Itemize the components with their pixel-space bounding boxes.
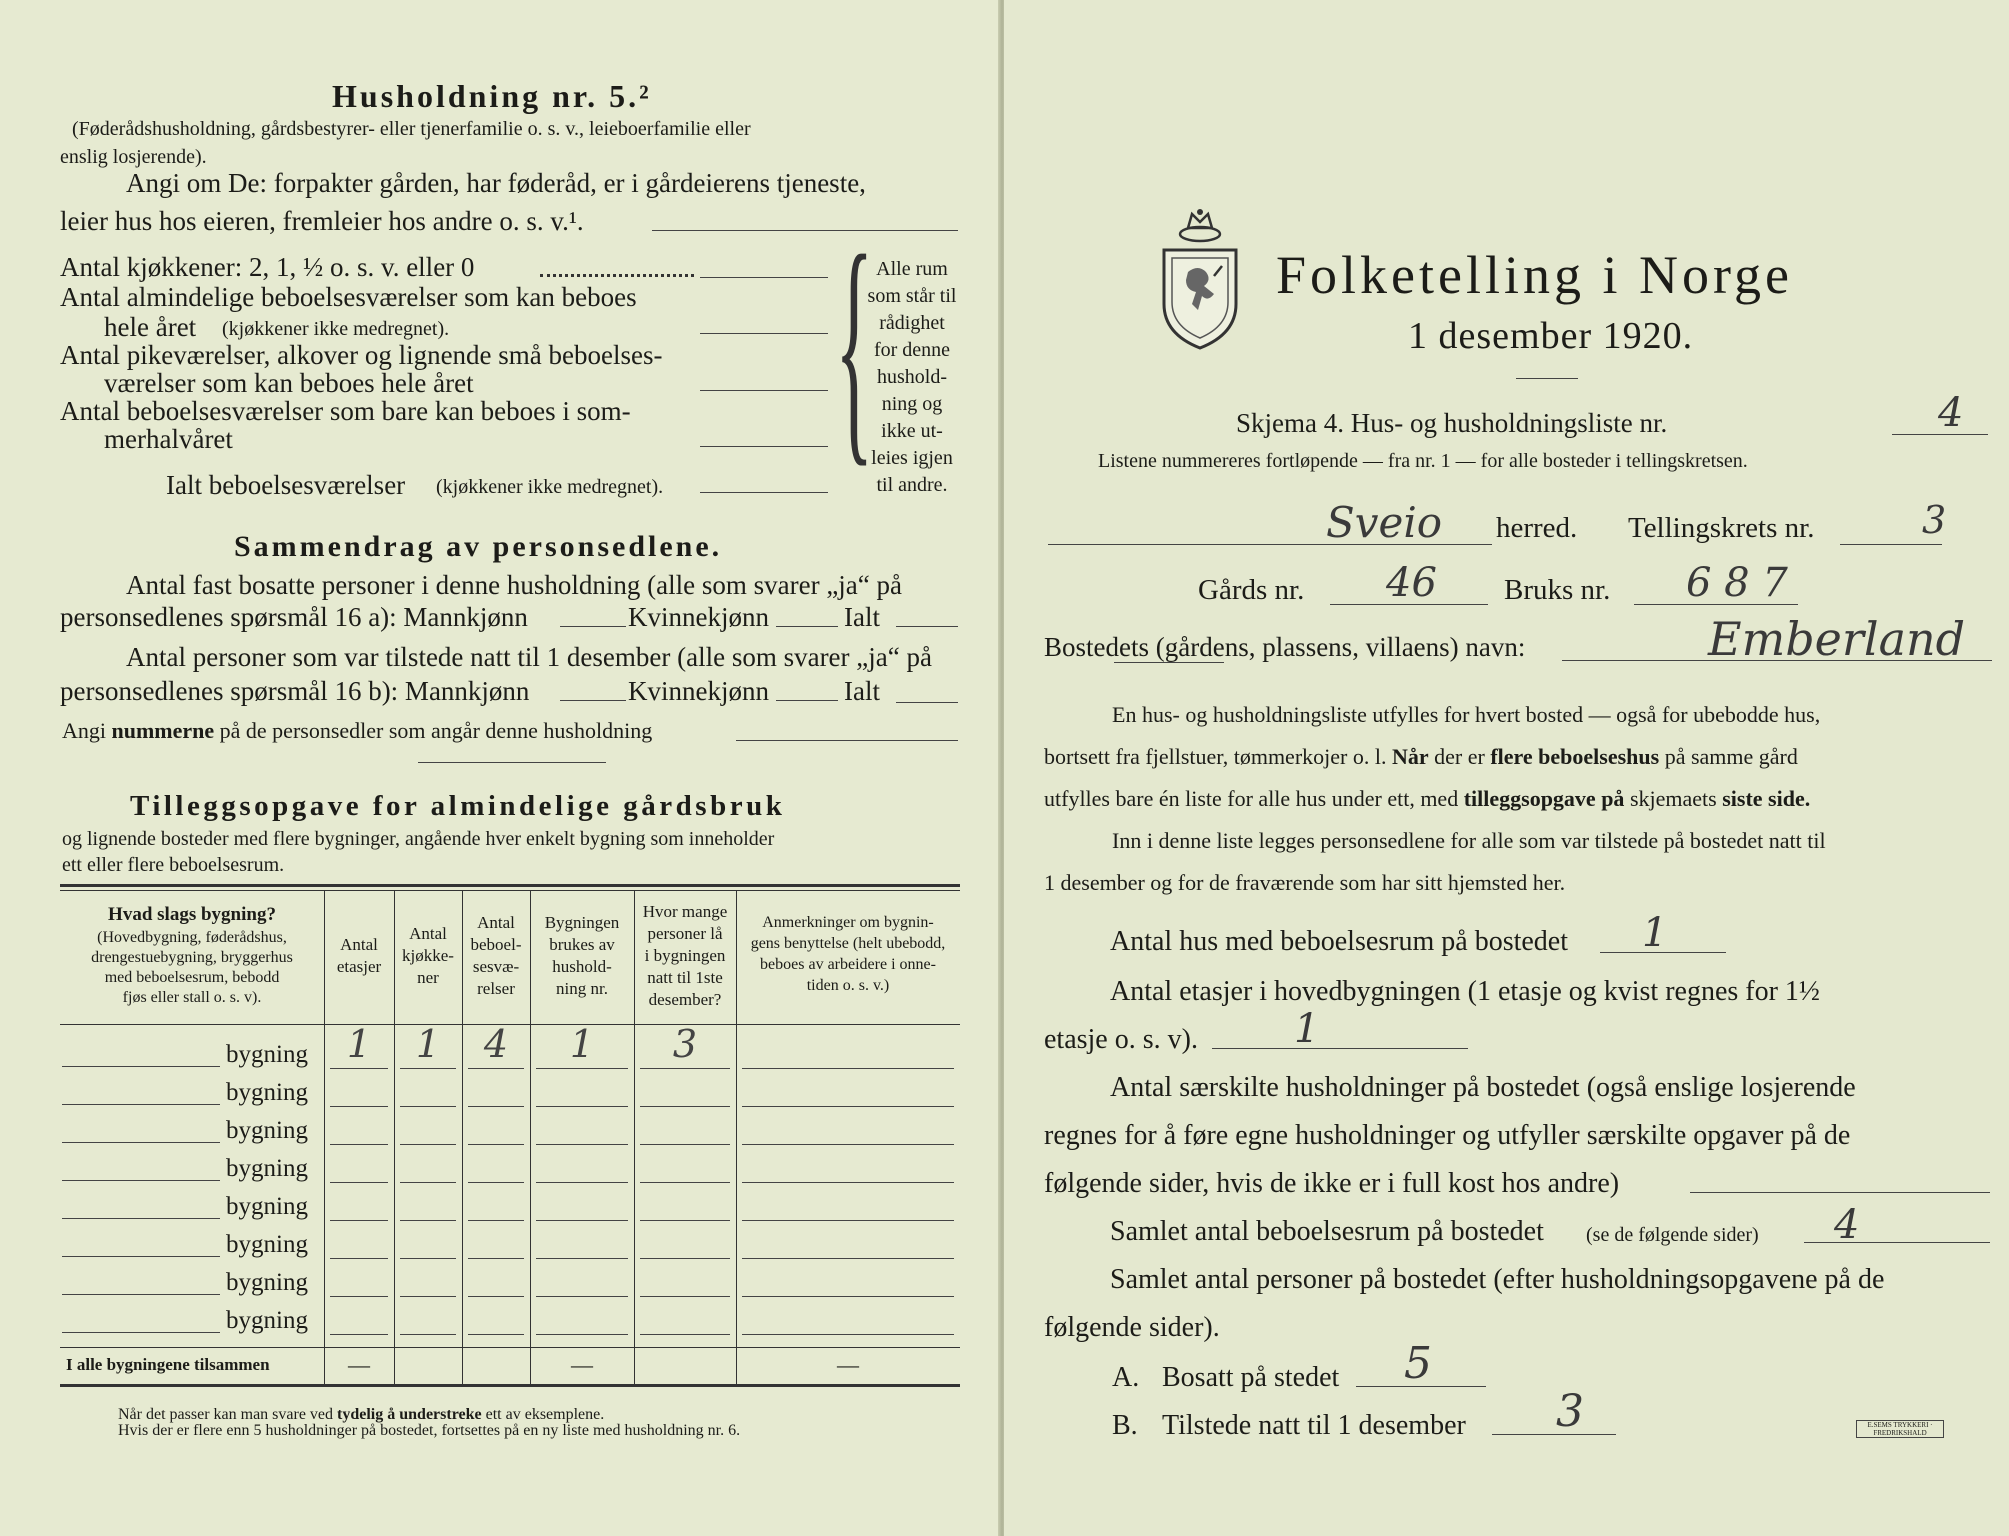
building-cell[interactable] bbox=[330, 1220, 388, 1221]
info-2b: Når bbox=[1391, 744, 1429, 769]
column-header-line: kjøkke- bbox=[402, 946, 454, 965]
column-header-line: relser bbox=[477, 979, 515, 998]
side-note-line: ning og bbox=[881, 393, 943, 415]
building-cell[interactable] bbox=[640, 1296, 730, 1297]
building-cell[interactable] bbox=[468, 1144, 524, 1145]
extra-title: Tilleggsopgave for almindelige gårdsbruk bbox=[130, 790, 786, 822]
footnote-1a: Når det passer kan man svare ved bbox=[118, 1406, 334, 1423]
b-text: Tilstede natt til 1 desember bbox=[1162, 1410, 1466, 1441]
building-cell[interactable] bbox=[330, 1144, 388, 1145]
total-row-label: I alle bygningene tilsammen bbox=[66, 1355, 270, 1374]
building-cell[interactable] bbox=[468, 1106, 524, 1107]
column-header bbox=[326, 934, 392, 978]
building-cell[interactable] bbox=[742, 1334, 954, 1335]
a-value[interactable]: 5 bbox=[1404, 1338, 1432, 1389]
summary-fast-1: Antal fast bosatte personer i denne husholdning (alle som svarer „ja“ på bbox=[126, 570, 902, 600]
building-row-1-value[interactable]: 1 bbox=[346, 1022, 372, 1066]
side-note bbox=[852, 256, 972, 499]
household-note-2: enslig losjerende). bbox=[60, 146, 207, 168]
building-row-label: bygning bbox=[226, 1193, 308, 1220]
building-cell[interactable] bbox=[742, 1106, 954, 1107]
rooms-question-2: hele året bbox=[104, 312, 197, 342]
summary-title: Sammendrag av personsedlene. bbox=[234, 530, 723, 563]
building-cell[interactable] bbox=[330, 1068, 388, 1069]
sep-question-3: følgende sider, hvis de ikke er i full kost hos andre) bbox=[1044, 1168, 1620, 1199]
summer-rooms-question-2: merhalvåret bbox=[104, 424, 233, 454]
printer-stamp: E.SEMS TRYKKERI · FREDRIKSHALD bbox=[1856, 1420, 1944, 1438]
column-header-line: ner bbox=[417, 968, 439, 987]
building-cell[interactable] bbox=[330, 1182, 388, 1183]
building-row-label: bygning bbox=[226, 1117, 308, 1144]
side-note-line: ikke ut- bbox=[881, 420, 943, 442]
kitchens-answer-line[interactable] bbox=[700, 277, 828, 278]
col0-head-bold: Hvad slags bygning? bbox=[108, 904, 276, 925]
building-cell[interactable] bbox=[400, 1068, 456, 1069]
building-cell[interactable] bbox=[468, 1068, 524, 1069]
extra-sub-2: ett eller flere beboelsesrum. bbox=[62, 854, 285, 876]
column-header-line: Bygningen bbox=[544, 913, 620, 932]
column-header bbox=[636, 901, 734, 1011]
side-note-line: til andre. bbox=[876, 474, 948, 496]
listene-note: Listene nummereres fortløpende — fra nr. 1 — for alle bosteder i tellingskretsen. bbox=[1098, 450, 1748, 472]
building-row-1-value[interactable]: 3 bbox=[672, 1022, 698, 1066]
extra-sub-1: og lignende bosteder med flere bygninger, angående hver enkelt bygning som inneholder bbox=[62, 828, 775, 850]
hus-question: Antal hus med beboelsesrum på bostedet bbox=[1110, 926, 1569, 957]
info-3a: utfylles bare én liste for alle hus under ett, med bbox=[1044, 786, 1459, 811]
gards-label: Gårds nr. bbox=[1198, 574, 1305, 606]
rooms-answer-line[interactable] bbox=[700, 333, 828, 334]
tellingskrets-line bbox=[1840, 544, 1942, 545]
building-row-label: bygning bbox=[226, 1079, 308, 1106]
building-cell[interactable] bbox=[400, 1220, 456, 1221]
building-cell[interactable] bbox=[742, 1068, 954, 1069]
total-rooms-answer-line[interactable] bbox=[700, 492, 828, 493]
info-line-5: 1 desember og for de fraværende som har sitt hjemsted her. bbox=[1044, 870, 1566, 895]
total-row-value: — bbox=[348, 1352, 370, 1377]
bosted-line bbox=[1562, 660, 1992, 661]
status-answer-line[interactable] bbox=[652, 230, 958, 231]
sep-line[interactable] bbox=[1690, 1192, 1990, 1193]
total-rooms-label: Ialt beboelsesværelser bbox=[166, 470, 406, 500]
building-row-label: bygning bbox=[226, 1307, 308, 1334]
column-header bbox=[738, 912, 958, 996]
building-cell[interactable] bbox=[742, 1258, 954, 1259]
fast-female-label: Kvinnekjønn bbox=[628, 602, 769, 632]
skjema-label: Skjema 4. Hus- og husholdningsliste nr. bbox=[1236, 408, 1668, 438]
building-cell[interactable] bbox=[536, 1334, 628, 1335]
present-female-label: Kvinnekjønn bbox=[628, 676, 769, 706]
samlet-pers-question-2: følgende sider). bbox=[1044, 1312, 1220, 1343]
kitchens-question: Antal kjøkkener: 2, 1, ½ o. s. v. eller 0 bbox=[60, 252, 475, 282]
building-cell[interactable] bbox=[536, 1220, 628, 1221]
kitchens-dots bbox=[540, 274, 694, 277]
census-title: Folketelling i Norge bbox=[1276, 245, 1793, 305]
status-question-1: Angi om De: forpakter gården, har føderåd, er i gårdeierens tjeneste, bbox=[126, 168, 866, 198]
building-type-input[interactable] bbox=[62, 1180, 220, 1181]
herred-line bbox=[1048, 544, 1492, 545]
angi-answer-line[interactable] bbox=[736, 740, 958, 741]
column-header-line: beboes av arbeidere i onne- bbox=[760, 956, 936, 973]
info-2d: flere beboelseshus bbox=[1490, 744, 1660, 769]
building-cell[interactable] bbox=[330, 1106, 388, 1107]
column-header-line: gens benyttelse (helt ubebodd, bbox=[750, 935, 946, 952]
summary-fast-2: personsedlenes spørsmål 16 a): Mannkjønn bbox=[60, 602, 528, 632]
building-cell[interactable] bbox=[536, 1258, 628, 1259]
present-total-line[interactable] bbox=[896, 702, 958, 703]
summer-rooms-answer-line[interactable] bbox=[700, 446, 828, 447]
samlet-rum-question: Samlet antal beboelsesrum på bostedet bbox=[1110, 1216, 1544, 1247]
building-row-label: bygning bbox=[226, 1041, 308, 1068]
samlet-pers-question-1: Samlet antal personer på bostedet (efter husholdningsopgavene på de bbox=[1110, 1264, 1885, 1295]
side-note-line: hushold- bbox=[877, 366, 947, 388]
building-cell[interactable] bbox=[330, 1296, 388, 1297]
small-rooms-question-2: værelser som kan beboes hele året bbox=[104, 368, 474, 398]
side-note-line: for denne bbox=[873, 339, 951, 361]
column-header-line: Antal bbox=[340, 935, 378, 954]
building-cell[interactable] bbox=[536, 1068, 628, 1069]
sep-question-2: regnes for å føre egne husholdninger og utfyller særskilte opgaver på de bbox=[1044, 1120, 1851, 1151]
building-cell[interactable] bbox=[536, 1296, 628, 1297]
info-line-3 bbox=[1044, 786, 1810, 812]
gards-value[interactable]: 46 bbox=[1386, 560, 1437, 606]
samlet-rum-value[interactable]: 4 bbox=[1834, 1202, 1860, 1248]
building-cell[interactable] bbox=[400, 1106, 456, 1107]
total-rooms-note: (kjøkkener ikke medregnet). bbox=[436, 476, 664, 498]
building-type-input[interactable] bbox=[62, 1256, 220, 1257]
section-divider bbox=[418, 762, 606, 763]
b-value[interactable]: 3 bbox=[1556, 1386, 1584, 1437]
column-header-line: hushold- bbox=[552, 957, 612, 976]
herred-value[interactable]: Sveio bbox=[1326, 498, 1443, 547]
household-title: Husholdning nr. 5.² bbox=[332, 78, 652, 114]
small-rooms-answer-line[interactable] bbox=[700, 390, 828, 391]
present-male-line[interactable] bbox=[560, 700, 626, 701]
left-page bbox=[0, 0, 1000, 1536]
column-header bbox=[464, 912, 528, 1000]
fast-female-line[interactable] bbox=[776, 626, 838, 627]
info-2e: på samme gård bbox=[1664, 744, 1798, 769]
col0-head bbox=[64, 928, 320, 1008]
fast-total-label: Ialt bbox=[844, 602, 880, 632]
building-type-input[interactable] bbox=[62, 1332, 220, 1333]
building-cell[interactable] bbox=[640, 1106, 730, 1107]
building-cell[interactable] bbox=[640, 1144, 730, 1145]
building-type-input[interactable] bbox=[62, 1104, 220, 1105]
column-header-line: sesvæ- bbox=[472, 957, 520, 976]
building-cell[interactable] bbox=[400, 1334, 456, 1335]
side-note-line: rådighet bbox=[879, 312, 945, 334]
building-cell[interactable] bbox=[742, 1182, 954, 1183]
a-line bbox=[1356, 1386, 1486, 1387]
info-line-4: Inn i denne liste legges personsedlene for alle som var tilstede på bostedet natt til bbox=[1112, 828, 1826, 853]
table-col-line-3 bbox=[462, 890, 463, 1384]
column-header-line: etasjer bbox=[336, 957, 382, 976]
info-3b: tilleggsopgave på bbox=[1463, 786, 1625, 811]
small-rooms-question-1: Antal pikeværelser, alkover og lignende små beboelses- bbox=[60, 340, 663, 370]
bruks-value[interactable]: 6 8 7 bbox=[1686, 560, 1788, 606]
info-3d: siste side. bbox=[1722, 786, 1811, 811]
building-cell[interactable] bbox=[468, 1220, 524, 1221]
fast-male-line[interactable] bbox=[560, 626, 626, 627]
column-header-line: brukes av bbox=[549, 935, 615, 954]
table-col-line-5 bbox=[634, 890, 635, 1384]
building-cell[interactable] bbox=[468, 1296, 524, 1297]
total-row-value: — bbox=[837, 1352, 859, 1377]
building-row-1-value[interactable]: 4 bbox=[483, 1022, 509, 1066]
a-text: Bosatt på stedet bbox=[1162, 1362, 1340, 1393]
census-date: 1 desember 1920. bbox=[1408, 315, 1694, 357]
building-cell[interactable] bbox=[468, 1182, 524, 1183]
building-type-input[interactable] bbox=[62, 1218, 220, 1219]
building-cell[interactable] bbox=[400, 1296, 456, 1297]
building-cell[interactable] bbox=[400, 1144, 456, 1145]
column-header-line: Antal bbox=[477, 913, 515, 932]
col0-head-line: (Hovedbygning, føderådshus, bbox=[97, 929, 287, 946]
building-type-input[interactable] bbox=[62, 1294, 220, 1295]
table-col-line-6 bbox=[736, 890, 737, 1384]
building-cell[interactable] bbox=[742, 1296, 954, 1297]
bosted-name-value[interactable]: Emberland bbox=[1708, 612, 1966, 666]
title-underline bbox=[1516, 378, 1578, 379]
household-note: (Føderådshusholdning, gårdsbestyrer- eller tjenerfamilie o. s. v., leieboerfamilie eller bbox=[72, 118, 751, 140]
etasjer-question-2: etasje o. s. v). bbox=[1044, 1024, 1198, 1055]
bostedets-label: Bostedets (gårdens, plassens, villaens) navn: bbox=[1044, 632, 1526, 662]
column-header-line: Anmerkninger om bygnin- bbox=[762, 914, 934, 931]
building-cell[interactable] bbox=[640, 1182, 730, 1183]
column-header-line: ning nr. bbox=[556, 979, 608, 998]
tellingskrets-label: Tellingskrets nr. bbox=[1628, 512, 1815, 544]
building-row-label: bygning bbox=[226, 1231, 308, 1258]
herred-label: herred. bbox=[1496, 512, 1578, 544]
angi-text-1: Angi bbox=[62, 718, 106, 743]
column-header bbox=[532, 912, 632, 1000]
building-cell[interactable] bbox=[330, 1258, 388, 1259]
b-label: B. bbox=[1112, 1410, 1138, 1441]
building-cell[interactable] bbox=[330, 1334, 388, 1335]
building-cell[interactable] bbox=[400, 1258, 456, 1259]
column-header bbox=[396, 923, 460, 989]
col0-head-line: med beboelsesrum, bebodd bbox=[104, 969, 280, 986]
col0-head-line: drengestuebygning, bryggerhus bbox=[91, 949, 293, 966]
rooms-question-1: Antal almindelige beboelsesværelser som kan beboes bbox=[60, 282, 637, 312]
footnote-1c: ett av eksemplene. bbox=[485, 1406, 605, 1423]
angi-text-2: på de personsedler som angår denne husholdning bbox=[219, 718, 653, 743]
building-type-input[interactable] bbox=[62, 1142, 220, 1143]
etasjer-line bbox=[1212, 1048, 1468, 1049]
building-row-1-value[interactable]: 1 bbox=[415, 1022, 441, 1066]
col0-head-line: fjøs eller stall o. s. v). bbox=[122, 989, 262, 1006]
building-cell[interactable] bbox=[742, 1220, 954, 1221]
samlet-rum-line bbox=[1804, 1242, 1990, 1243]
column-header-line: Antal bbox=[409, 924, 447, 943]
info-3c: skjemaets bbox=[1629, 786, 1717, 811]
present-female-line[interactable] bbox=[776, 700, 838, 701]
right-page bbox=[1004, 0, 2009, 1536]
building-type-input[interactable] bbox=[62, 1066, 220, 1067]
building-cell[interactable] bbox=[400, 1182, 456, 1183]
building-cell[interactable] bbox=[640, 1068, 730, 1069]
fast-total-line[interactable] bbox=[896, 626, 958, 627]
building-cell[interactable] bbox=[536, 1144, 628, 1145]
skjema-line bbox=[1892, 434, 1988, 435]
building-cell[interactable] bbox=[468, 1258, 524, 1259]
column-header-line: beboel- bbox=[470, 935, 522, 954]
norway-coat-of-arms-icon bbox=[1158, 206, 1242, 352]
table-col-line-2 bbox=[394, 890, 395, 1384]
building-cell[interactable] bbox=[468, 1334, 524, 1335]
gardens-underline bbox=[1114, 662, 1224, 663]
footnote-1b: tydelig å understreke bbox=[337, 1406, 482, 1423]
summary-present-2: personsedlenes spørsmål 16 b): Mannkjønn bbox=[60, 676, 530, 706]
info-line-1: En hus- og husholdningsliste utfylles for hvert bosted — også for ubebodde hus, bbox=[1112, 702, 1821, 727]
side-note-line: leies igjen bbox=[871, 447, 953, 469]
summary-present-1: Antal personer som var tilstede natt til 1 desember (alle som svarer „ja“ på bbox=[126, 642, 932, 672]
samlet-rum-note: (se de følgende sider) bbox=[1586, 1224, 1759, 1246]
bruks-label: Bruks nr. bbox=[1504, 574, 1611, 606]
table-total-rule bbox=[60, 1347, 960, 1348]
summer-rooms-question-1: Antal beboelsesværelser som bare kan beboes i som- bbox=[60, 396, 631, 426]
b-line bbox=[1492, 1434, 1616, 1435]
side-brace: { bbox=[835, 207, 874, 489]
building-cell[interactable] bbox=[742, 1144, 954, 1145]
angi-numbers bbox=[62, 718, 652, 744]
table-top-rule-2 bbox=[60, 890, 960, 891]
column-header-line: natt til 1ste bbox=[647, 968, 723, 987]
column-header-line: desember? bbox=[648, 990, 722, 1009]
building-cell[interactable] bbox=[640, 1220, 730, 1221]
building-row-label: bygning bbox=[226, 1269, 308, 1296]
building-row-1-value[interactable]: 1 bbox=[569, 1022, 595, 1066]
rooms-question-2b: (kjøkkener ikke medregnet). bbox=[222, 318, 450, 340]
angi-bold: nummerne bbox=[111, 718, 215, 743]
etasjer-value[interactable]: 1 bbox=[1294, 1006, 1320, 1052]
total-row-value: — bbox=[571, 1352, 593, 1377]
hus-line bbox=[1600, 952, 1726, 953]
a-label: A. bbox=[1112, 1362, 1140, 1393]
info-line-2 bbox=[1044, 744, 1798, 770]
skjema-value[interactable]: 4 bbox=[1938, 390, 1964, 436]
building-cell[interactable] bbox=[536, 1106, 628, 1107]
building-cell[interactable] bbox=[640, 1334, 730, 1335]
info-2c: der er bbox=[1434, 744, 1485, 769]
building-row-label: bygning bbox=[226, 1155, 308, 1182]
column-header-line: personer lå bbox=[647, 924, 723, 943]
gards-line bbox=[1330, 604, 1488, 605]
column-header-line: Hvor mange bbox=[642, 902, 728, 921]
sep-question-1: Antal særskilte husholdninger på bostedet (også enslige losjerende bbox=[1110, 1072, 1856, 1103]
table-col-line-4 bbox=[530, 890, 531, 1384]
column-header-line: tiden o. s. v.) bbox=[806, 977, 890, 994]
column-header-line: i bygningen bbox=[644, 946, 726, 965]
status-question-2: leier hus hos eieren, fremleier hos andre o. s. v.¹. bbox=[60, 206, 584, 236]
side-note-line: som står til bbox=[867, 285, 957, 307]
table-top-rule bbox=[60, 884, 960, 887]
hus-value[interactable]: 1 bbox=[1642, 910, 1668, 956]
side-note-line: Alle rum bbox=[876, 258, 948, 280]
table-col-line-1 bbox=[324, 890, 325, 1384]
table-bottom-rule bbox=[60, 1384, 960, 1387]
footnote-2: Hvis der er flere enn 5 husholdninger på bostedet, fortsettes på en ny liste med husholdning nr. 6. bbox=[118, 1422, 741, 1439]
building-cell[interactable] bbox=[640, 1258, 730, 1259]
tellingskrets-value[interactable]: 3 bbox=[1922, 498, 1947, 542]
info-2a: bortsett fra fjellstuer, tømmerkojer o. l. bbox=[1044, 744, 1387, 769]
present-total-label: Ialt bbox=[844, 676, 880, 706]
bruks-line bbox=[1634, 604, 1798, 605]
etasjer-question-1: Antal etasjer i hovedbygningen (1 etasje og kvist regnes for 1½ bbox=[1110, 976, 1820, 1007]
building-cell[interactable] bbox=[536, 1182, 628, 1183]
